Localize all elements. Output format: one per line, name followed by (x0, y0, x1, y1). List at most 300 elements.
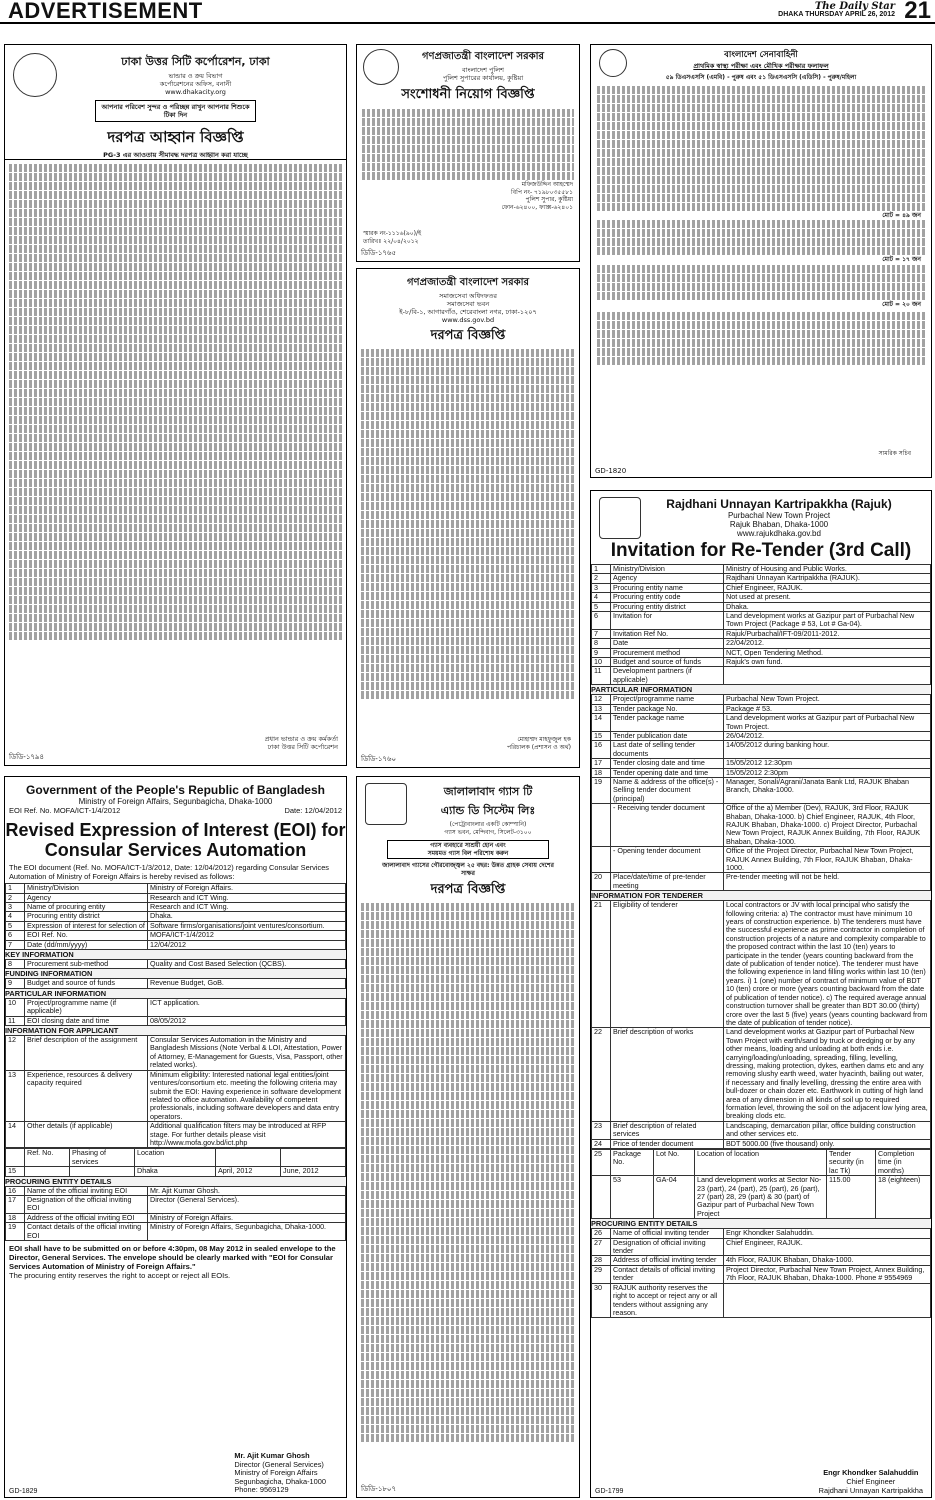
section-key-info: KEY INFORMATION (5, 950, 346, 959)
table-cell: 18 (592, 768, 611, 777)
table-cell: Last date of selling tender documents (611, 741, 724, 759)
tender-subheading: PG-3 এর আওতায় সীমাবদ্ধ দরপত্র আহ্বান করা যাচ্ছে (5, 151, 346, 160)
table-cell: 6 (592, 612, 611, 630)
table-cell (724, 1283, 931, 1318)
table-cell: 1 (592, 565, 611, 574)
table-row (592, 593, 931, 602)
website: www.rajukdhaka.gov.bd (737, 529, 821, 538)
website: www.dhakacity.org (165, 88, 226, 96)
table-row (6, 979, 346, 988)
table-cell: 22 (592, 1028, 611, 1121)
org-name: ঢাকা উত্তর সিটি কর্পোরেশন, ঢাকা (121, 55, 270, 68)
gov-name: গণপ্রজাতন্ত্রী বাংলাদেশ সরকার (407, 277, 529, 288)
table-cell: Revenue Budget, GoB. (148, 979, 346, 988)
tender-table-placeholder (9, 164, 342, 640)
table-cell: Minimum eligibility: Interested national legal entities/joint ventures/consortium etc. meeting the following criteria may submit the EOI: Having experience in software development related to office automation. Availability of competent professionals, including software developers and data entry operators. (148, 1070, 346, 1121)
table-row (6, 1016, 346, 1025)
table-cell: Office of the a) Member (Dev), RAJUK, 3rd Floor, RAJUK Bhaban, Dhaka-1000. b) Chief Engineer, RAJUK, 4th Floor, RAJUK Bhaban, Dhaka-1000. c) Project Director, Purbachal New Town Project, RAJUK Annex Building, 7th Floor, RAJUK Bhaban, Dhaka-1000. (724, 804, 931, 847)
table-row (592, 695, 931, 704)
gov-name: গণপ্রজাতন্ত্রী বাংলাদেশ সরকার (422, 51, 544, 62)
table-cell: 18 (eighteen) (876, 1176, 931, 1219)
table-cell: Price of tender document (611, 1139, 724, 1148)
memo-number: স্মারক নং-১১১৬(৯০)/ই (363, 230, 422, 237)
signatory-name: মোহাম্মদ মাহফুজুল হক (517, 736, 571, 743)
table-row (6, 884, 346, 893)
table-cell: 14 (592, 714, 611, 732)
table-cell: 20 (592, 873, 611, 891)
table-cell: 12 (6, 1036, 25, 1071)
table-row (592, 1150, 931, 1176)
table-cell: 16 (592, 741, 611, 759)
table-cell: RAJUK authority reserves the right to accept or reject any or all tenders without assigning any reason. (611, 1283, 724, 1318)
table-row (6, 1122, 346, 1148)
table-cell: Office of the Project Director, Purbachal New Town Project, RAJUK Annex Building, 7th Floor, RAJUK Bhaban, Dhaka-1000. (724, 847, 931, 873)
table-cell: Ministry of Foreign Affairs. (148, 884, 346, 893)
project-name: Purbachal New Town Project (727, 511, 831, 520)
army-emblem-icon (599, 49, 627, 77)
ad-code: GD-1829 (9, 1488, 38, 1495)
table-cell: Name & address of the office(s) - Selling tender document (principal) (611, 777, 724, 803)
table-cell: 13 (6, 1070, 25, 1121)
table-cell: Package # 53. (724, 704, 931, 713)
rajuk-logo (599, 497, 641, 539)
org-name-2: এ্যান্ড ডি সিস্টেম লিঃ (440, 804, 536, 817)
table-cell: Tender package name (611, 714, 724, 732)
eoi-funding-table (5, 978, 346, 988)
table-cell: 22/04/2012. (724, 639, 931, 648)
table-row (592, 612, 931, 630)
table-cell: Dhaka. (148, 912, 346, 921)
tender-table-placeholder (361, 349, 575, 699)
table-cell: Budget and source of funds (611, 658, 724, 667)
table-cell: 9 (592, 648, 611, 657)
results-title: প্রাথমিক স্বাস্থ্য পরীক্ষা এবং মৌখিক পরীক্ষার ফলাফল (693, 62, 829, 70)
office-name: পুলিশ সুপারের কার্যালয়, কুষ্টিয়া (442, 74, 524, 82)
table-row (592, 873, 931, 891)
ad-dhaka-north-city-corporation (4, 44, 347, 766)
table-cell: 08/05/2012 (148, 1016, 346, 1025)
table-cell: 17 (592, 759, 611, 768)
table-cell: 11 (592, 667, 611, 685)
table-cell: Tender closing date and time (611, 759, 724, 768)
table-cell: Ministry/Division (611, 565, 724, 574)
table-cell: 7 (6, 940, 25, 949)
ad-police-recruitment (356, 44, 580, 262)
table-cell: Project Director, Purbachal New Town Project, Annex Building, 7th Floor, RAJUK Bhaban, Dhaka-1000. Phone # 9554969 (724, 1265, 931, 1283)
table-cell: Quality and Cost Based Selection (QCBS). (148, 960, 346, 969)
notice-body-placeholder (362, 109, 574, 180)
table-cell: 3 (6, 903, 25, 912)
total-group-2: মোট = ১৭ জন (882, 256, 921, 263)
table-cell: 9 (6, 979, 25, 988)
table-cell: Procuring entity district (25, 912, 148, 921)
table-cell: 28 (592, 1256, 611, 1265)
table-cell: Experience, resources & delivery capacity required (25, 1070, 148, 1121)
ad-code: ডিডি-১৮০৭ (361, 1485, 397, 1493)
table-cell: Phasing of services (70, 1149, 135, 1167)
ad-code: GD-1820 (595, 467, 627, 475)
ad-code: ডিডি-১৭৯৪ (9, 753, 45, 761)
table-cell: 16 (6, 1186, 25, 1195)
table-row (592, 714, 931, 732)
table-cell: Contact details of the official inviting EOI (25, 1223, 148, 1241)
slogan-box: আপনার পরিবেশ সুন্দর ও পরিচ্ছন্ন রাখুন আপনার শিশুকে টিকা দিন (95, 100, 256, 122)
ad-rajuk-retender (590, 490, 932, 1498)
signatory-ministry: Ministry of Foreign Affairs (234, 1468, 318, 1478)
signatory-name: Mr. Ajit Kumar Ghosh (234, 1451, 310, 1461)
table-cell: Procuring entity code (611, 593, 724, 602)
address-line-1: সমাজসেবা ভবন (446, 300, 490, 308)
table-cell: Chief Engineer, RAJUK. (724, 583, 931, 592)
eoi-intro: The EOI document (Ref. No. MOFA/ICT-1/3/2012, Date: 12/04/2012) regarding Consular Services Automation of Ministry of Foreign Affairs is hereby revised as follows: (9, 863, 330, 881)
table-cell: Package No. (611, 1150, 654, 1176)
table-cell: Agency (611, 574, 724, 583)
signatory-name: মফিজউদ্দিন আহম্মেদ (521, 181, 573, 188)
table-cell: 17 (6, 1195, 25, 1213)
table-row (6, 1149, 346, 1167)
table-row (6, 998, 346, 1016)
table-cell: 4 (592, 593, 611, 602)
table-cell: 18 (6, 1213, 25, 1222)
table-cell: 115.00 (827, 1176, 876, 1219)
table-cell: Pre-tender meeting will not be held. (724, 873, 931, 891)
signatory-title: প্রধান ভান্ডার ও ক্রয় কর্মকর্তা (264, 735, 338, 743)
table-cell: Procurement method (611, 648, 724, 657)
table-cell: 4 (6, 912, 25, 921)
ministry-address: Ministry of Foreign Affairs, Segunbagicha, Dhaka-1000 (78, 797, 273, 806)
website: www.dss.gov.bd (441, 316, 495, 324)
table-row (6, 960, 346, 969)
table-row (592, 1238, 931, 1256)
section-tenderer: INFORMATION FOR TENDERER (591, 891, 931, 900)
table-cell: Land development works at Gazipur part of Purbachal New Town Project (Package # 53, Lot # Ga-04). (724, 612, 931, 630)
table-row (6, 1070, 346, 1121)
table-cell: 23 (592, 1121, 611, 1139)
table-cell: BDT 5000.00 (five thousand) only. (724, 1139, 931, 1148)
table-cell: Contact details of official inviting tender (611, 1265, 724, 1283)
tender-heading: দরপত্র আহ্বান বিজ্ঞপ্তি (107, 128, 244, 146)
table-cell: Purbachal New Town Project. (724, 695, 931, 704)
slogan-line-2: সময়মত গ্যাস বিল পরিশোধ করুন (427, 849, 509, 857)
table-row (592, 759, 931, 768)
page-header (0, 0, 935, 24)
section-title: ADVERTISEMENT (8, 0, 203, 23)
signatory-title: Director (General Services) (234, 1459, 324, 1469)
eoi-submission-note: EOI shall have to be submitted on or before 4:30pm, 08 May 2012 in sealed envelope to the Director, General Services. The envelope should be clearly marked with "EOI for Consular Services Automation of Ministry of Foreign Affairs." (9, 1244, 336, 1271)
table-cell: 1 (6, 884, 25, 893)
table-cell: 15 (592, 731, 611, 740)
table-cell (724, 667, 931, 685)
table-cell: Invitation Ref No. (611, 629, 724, 638)
rajuk-tenderer-table (591, 900, 931, 1149)
table-row (592, 1028, 931, 1121)
table-cell: - Opening tender document (611, 847, 724, 873)
signatory-bp: বিপি নং- ৭১৯৮০৩৫৫৮১ (511, 188, 573, 196)
table-cell: 29 (592, 1265, 611, 1283)
ad-social-services-tender (356, 268, 580, 768)
police-org: বাংলাদেশ পুলিশ (462, 66, 504, 74)
table-cell: Manager, Sonali/Agrani/Janata Bank Ltd, RAJUK Bhaban Branch, Dhaka-1000. (724, 777, 931, 803)
table-row (592, 847, 931, 873)
table-cell: Procuring entity district (611, 602, 724, 611)
eoi-heading-1: Revised Expression of Interest (EOI) for (5, 820, 346, 840)
table-cell: 10 (592, 658, 611, 667)
table-row (592, 667, 931, 685)
table-cell: EOI Ref. No. (25, 931, 148, 940)
table-cell: Date (dd/mm/yyyy) (25, 940, 148, 949)
table-cell: 26 (592, 1229, 611, 1238)
table-cell (592, 847, 611, 873)
table-cell: Land development works at Sector No-23 (part), 24 (part), 25 (part), 26 (part), 27 (part) 28, 29 (part) & 30 (part) of Gazipur part of Purbachal New Town Project (695, 1176, 827, 1219)
table-row (592, 1229, 931, 1238)
table-cell (281, 1149, 346, 1167)
results-list-placeholder (597, 86, 925, 211)
table-cell: Eligibility of tenderer (611, 901, 724, 1028)
table-cell: 15/05/2012 2:30pm (724, 768, 931, 777)
table-cell: Software firms/organisations/joint ventures/consortium. (148, 921, 346, 930)
table-cell: 25 (592, 1150, 611, 1176)
table-cell: Ref. No. (25, 1149, 70, 1167)
table-cell: Dhaka (135, 1167, 216, 1176)
table-cell: Tender opening date and time (611, 768, 724, 777)
org-name: বাংলাদেশ সেনাবাহিনী (724, 50, 798, 60)
table-cell: 10 (6, 998, 25, 1016)
dept-name: সমাজসেবা অধিদফতর (439, 292, 497, 300)
signatory-org: ঢাকা উত্তর সিটি কর্পোরেশন (267, 743, 338, 751)
table-cell: 53 (611, 1176, 654, 1219)
eoi-applicant-table (5, 1035, 346, 1148)
jalalabad-gas-logo (365, 783, 407, 825)
table-cell: EOI closing date and time (25, 1016, 148, 1025)
table-cell (216, 1149, 281, 1167)
section-procuring: PROCURING ENTITY DETAILS (5, 1177, 346, 1186)
table-cell: 30 (592, 1283, 611, 1318)
table-row (592, 1265, 931, 1283)
table-cell: Lot No. (654, 1150, 695, 1176)
table-cell: 14/05/2012 during banking hour. (724, 741, 931, 759)
table-cell: 8 (6, 960, 25, 969)
rajuk-info-table (591, 564, 931, 685)
table-cell: 13 (592, 704, 611, 713)
ad-code: ডিডি-১৭৬৫ (361, 249, 397, 257)
signatory-phone: Phone: 9569129 (234, 1485, 289, 1495)
signatory-title: পুলিশ সুপার, কুষ্টিয়া (525, 196, 573, 203)
table-cell: 27 (592, 1238, 611, 1256)
eoi-heading-2: Consular Services Automation (44, 840, 307, 860)
table-cell: 24 (592, 1139, 611, 1148)
eoi-key-table (5, 959, 346, 969)
table-cell: Tender package No. (611, 704, 724, 713)
table-cell: 5 (6, 921, 25, 930)
tender-table-placeholder (361, 903, 575, 1442)
table-cell: Designation of the official inviting EOI (25, 1195, 148, 1213)
city-corporation-logo (13, 53, 57, 97)
table-cell: Name of the official inviting EOI (25, 1186, 148, 1195)
table-row (592, 1139, 931, 1148)
table-cell: Tender publication date (611, 731, 724, 740)
issue-date: DHAKA THURSDAY APRIL 26, 2012 (778, 11, 895, 18)
table-cell: GA-04 (654, 1176, 695, 1219)
table-cell (25, 1167, 70, 1176)
slogan-box (387, 840, 549, 859)
table-cell: Land development works at Gazipur part of Purbachal New Town Project with earth/sand by truck or dredging or by any other means, loading and unloading at both ends i.e. carrying/loading/unloading, spreading, filling, levelling, dressing, making protection, dykes, earthen dams etc and any removing slushy earth weed, water hyacinth, bailing out water, if necessary and finally levelling, dressing the entire area with bull-dozer or chain dozer etc. Earthwork in cutting of high land area of any dimension in all kinds of soil up to required formation level, throwing the soil on the adjacent low lying area, breaking clods etc. (724, 1028, 931, 1121)
table-cell: Location of location (695, 1150, 827, 1176)
table-cell: 26/04/2012. (724, 731, 931, 740)
signatory-address: Segunbagicha, Dhaka-1000 (234, 1476, 326, 1486)
rajuk-procuring-table (591, 1228, 931, 1318)
table-cell: Local contractors or JV with local principal who satisfy the following criteria: a) The contractor must have minimum 10 years of construction experience. b) The tenderers must have the successful experience as prime contractor in completion of construction projects of a nature and complexity comparable to the proposed contract within the last 10 (ten) years to participate in the tender (years counting backward from the date of publication of tender notice). The tenderer must have the following experience in land filling works within last 10 (ten) years. i) 1 (one) number of contract of minimum value of BDT 10 (ten) crore or more (years counting backward from the date of publication of tender notice). c) The required average annual construction turnover shall be greater than BDT 30.00 (thirty) crore over the last 5 (five) years (years counting backward from the date of publication of tender notice). (724, 901, 931, 1028)
ad-jalalabad-gas-tender (356, 776, 580, 1498)
results-course-line: ৫৯ ডিএসএসসি (এমবি) - পুরুষ এবং ৫১ ডিএসএসসি (এডিসি) - পুরুষ/মহিলা (665, 74, 857, 81)
rajuk-package-table (591, 1149, 931, 1219)
table-cell: Brief description of works (611, 1028, 724, 1121)
table-cell: - Receiving tender document (611, 804, 724, 847)
total-group-1: মোট = ৪৯ জন (882, 211, 921, 219)
slogan-line-1: গ্যাস ব্যবহারে সাশ্রয়ী হোন এবং (430, 842, 506, 849)
government-seal-icon (363, 49, 399, 85)
table-row (6, 912, 346, 921)
table-row (6, 940, 346, 949)
address-line-2: ই-৮/বি-১, আগারগাঁও, শেরেবাংলা নগর, ঢাকা-১২০৭ (399, 308, 537, 316)
table-cell: Other details (if applicable) (25, 1122, 148, 1148)
table-cell: Research and ICT Wing. (148, 893, 346, 902)
table-cell: Rajuk/Purbachal/IFT-09/2011-2012. (724, 629, 931, 638)
table-cell: 15/05/2012 12:30pm (724, 759, 931, 768)
table-cell: June, 2012 (281, 1167, 346, 1176)
signatory-title: Chief Engineer (846, 1477, 896, 1486)
section-applicant: INFORMATION FOR APPLICANT (5, 1026, 346, 1035)
table-row (592, 1283, 931, 1318)
table-cell: Budget and source of funds (25, 979, 148, 988)
table-cell: Ministry of Foreign Affairs. (148, 1213, 346, 1222)
org-parent: (পেট্রোবাংলার একটি কোম্পানি) (449, 821, 527, 828)
org-name-1: জালালাবাদ গ্যাস টি (443, 785, 533, 798)
table-cell: Date (611, 639, 724, 648)
table-cell: 14 (6, 1122, 25, 1148)
newspaper-name: The Daily Star (814, 1, 895, 12)
table-cell (70, 1167, 135, 1176)
table-cell: Invitation for (611, 612, 724, 630)
table-cell: Ministry/Division (25, 884, 148, 893)
dept-name: ভান্ডার ও ক্রয় বিভাগ (168, 72, 223, 80)
table-row (592, 1121, 931, 1139)
table-cell: Research and ICT Wing. (148, 903, 346, 912)
signatory-name: Engr Khondker Salahuddin (823, 1468, 919, 1477)
table-cell: Engr Khondker Salahuddin. (724, 1229, 931, 1238)
rajuk-particular-table (591, 694, 931, 891)
table-cell: Rajdhani Unnayan Kartripakkha (RAJUK). (724, 574, 931, 583)
eoi-particular-table (5, 998, 346, 1026)
org-address: Rajuk Bhaban, Dhaka-1000 (729, 520, 829, 529)
table-cell: 21 (592, 901, 611, 1028)
table-row (592, 1176, 931, 1219)
ad-code: ডিডি-১৭৬০ (361, 755, 397, 763)
eoi-rights-note: The procuring entity reserves the right to accept or reject all EOIs. (9, 1271, 231, 1280)
ad-army-results (590, 44, 932, 478)
memo-date: তারিখঃ ২২/০৪/২০১২ (363, 237, 419, 245)
section-particular: PARTICULAR INFORMATION (5, 989, 346, 998)
table-cell: 8 (592, 639, 611, 648)
ad-code: GD-1799 (595, 1488, 624, 1495)
ad-mofa-eoi (4, 776, 347, 1498)
table-cell: Ministry of Housing and Public Works. (724, 565, 931, 574)
table-cell: Consular Services Automation in the Ministry and Bangladesh Missions (Note Verbal & LOI, Attestation, Power of Attorney, E-Management for Guests, Visa, Passport, other related works). (148, 1036, 346, 1071)
tender-heading: দরপত্র বিজ্ঞপ্তি (430, 882, 506, 897)
table-cell: Location (135, 1149, 216, 1167)
results-list-placeholder-3 (597, 265, 925, 300)
table-row (592, 804, 931, 847)
office-name: কর্পোরেশনের অফিস, বনানী (159, 80, 232, 88)
tender-heading: Invitation for Re-Tender (3rd Call) (610, 540, 912, 561)
org-name: Rajdhani Unnayan Kartripakkha (Rajuk) (666, 497, 892, 511)
org-address: গ্যাস ভবন, মেন্দিবাগ, সিলেট-৩১০০ (444, 828, 532, 836)
table-cell: Procurement sub-method (25, 960, 148, 969)
table-cell: 2 (6, 893, 25, 902)
table-cell: Completion time (in months) (876, 1150, 931, 1176)
table-cell: NCT, Open Tendering Method. (724, 648, 931, 657)
table-cell: Address of official inviting tender (611, 1256, 724, 1265)
table-row (592, 1256, 931, 1265)
instructions-placeholder (597, 312, 925, 365)
table-cell: April, 2012 (216, 1167, 281, 1176)
table-cell (6, 1149, 25, 1167)
table-cell: Expression of interest for selection of (25, 921, 148, 930)
table-cell: 12 (592, 695, 611, 704)
table-cell: Project/programme name (611, 695, 724, 704)
section-funding: FUNDING INFORMATION (5, 969, 346, 978)
table-cell: Dhaka. (724, 602, 931, 611)
table-cell: Rajuk's own fund. (724, 658, 931, 667)
total-group-3: মোট = ২০ জন (882, 300, 921, 308)
table-cell: Director (General Services). (148, 1195, 346, 1213)
table-cell: Agency (25, 893, 148, 902)
table-cell: 6 (6, 931, 25, 940)
eoi-ref: EOI Ref. No. MOFA/ICT-1/4/2012 (9, 806, 121, 815)
signatory-title: পরিচালক (প্রশাসন ও অর্থ) (507, 743, 571, 751)
table-cell: Mr. Ajit Kumar Ghosh. (148, 1186, 346, 1195)
anniversary-note: জালালাবাদ গ্যাসের গৌরবোজ্জ্বল ২৫ বছর: উন্নত গ্রাহক সেবায় দেশের সাক্ষর (382, 862, 554, 877)
table-cell: 7 (592, 629, 611, 638)
notice-heading: সংশোধনী নিয়োগ বিজ্ঞপ্তি (401, 87, 535, 102)
table-cell: Brief description of the assignment (25, 1036, 148, 1071)
table-cell: Name of official inviting tender (611, 1229, 724, 1238)
table-cell: Project/programme name (if applicable) (25, 998, 148, 1016)
table-cell: Additional qualification filters may be introduced at RFP stage. For further details please visit http://www.mofa.gov.bd/ict.php (148, 1122, 346, 1148)
section-procuring: PROCURING ENTITY DETAILS (591, 1219, 931, 1228)
table-row (592, 901, 931, 1028)
table-cell: 11 (6, 1016, 25, 1025)
table-cell: 5 (592, 602, 611, 611)
table-cell: Land development works at Gazipur part of Purbachal New Town Project. (724, 714, 931, 732)
page-number: 21 (904, 0, 931, 24)
table-row (592, 777, 931, 803)
table-cell: 4th Floor, RAJUK Bhaban, Dhaka-1000. (724, 1256, 931, 1265)
table-cell: Landscaping, demarcation pillar, office building construction and other services etc. (724, 1121, 931, 1139)
table-cell: 19 (6, 1223, 25, 1241)
contact-phone: ফোন-৬২৪০০, ফ্যাক্স-৬২৪০১ (501, 203, 573, 211)
table-cell: ICT application. (148, 998, 346, 1016)
table-cell: 12/04/2012 (148, 940, 346, 949)
table-cell: 19 (592, 777, 611, 803)
table-row (592, 639, 931, 648)
tender-heading: দরপত্র বিজ্ঞপ্তি (430, 328, 506, 343)
table-cell (592, 804, 611, 847)
eoi-date: Date: 12/04/2012 (284, 806, 342, 815)
table-cell: 15 (6, 1167, 25, 1176)
table-cell: Designation of official inviting tender (611, 1238, 724, 1256)
table-cell: Chief Engineer, RAJUK. (724, 1238, 931, 1256)
table-cell: Ministry of Foreign Affairs, Segunbagicha, Dhaka-1000. (148, 1223, 346, 1241)
